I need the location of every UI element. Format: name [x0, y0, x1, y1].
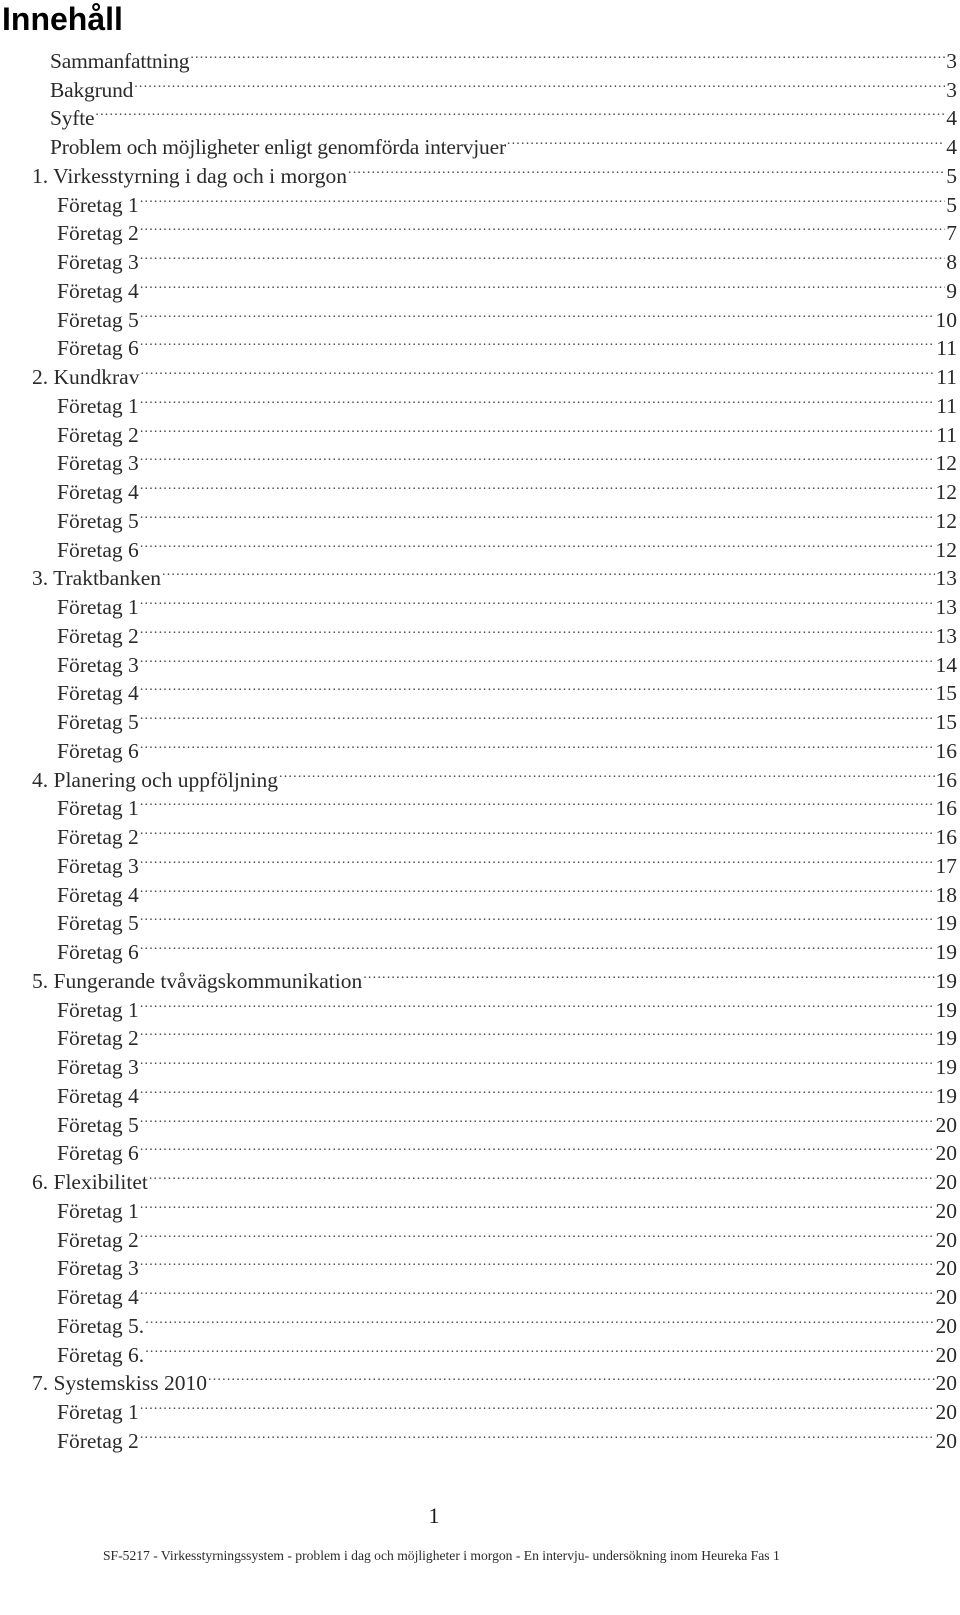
toc-entry[interactable]	[0, 240, 957, 274]
page-number: 1	[428, 1503, 440, 1528]
toc-entry-page: 3	[946, 48, 957, 73]
toc-dot-leader	[140, 355, 935, 384]
toc-entry-label: Företag 2	[57, 1026, 139, 1051]
toc-entry-page: 12	[935, 451, 957, 476]
toc-entry-page: 20	[935, 1342, 957, 1367]
toc-dot-leader	[140, 1189, 935, 1218]
toc-entry[interactable]	[0, 844, 957, 878]
toc-dot-leader	[140, 844, 935, 873]
toc-entry[interactable]	[0, 39, 957, 73]
toc-entry-page: 20	[935, 1400, 957, 1424]
toc-entry[interactable]	[0, 355, 957, 389]
toc-entry[interactable]	[0, 1304, 957, 1338]
toc-entry-page: 11	[936, 422, 957, 447]
toc-entry[interactable]	[0, 1189, 957, 1223]
toc-entry-page: 17	[935, 853, 957, 878]
toc-entry[interactable]	[0, 212, 957, 246]
toc-entry-label: Sammanfattning	[50, 48, 190, 73]
toc-entry[interactable]	[0, 988, 957, 1022]
toc-dot-leader	[140, 1218, 935, 1247]
toc-dot-leader	[140, 1103, 935, 1132]
toc-dot-leader	[140, 1074, 935, 1103]
toc-dot-leader	[140, 815, 935, 844]
toc-entry[interactable]	[0, 930, 957, 964]
toc-dot-leader	[140, 269, 945, 298]
toc-entry-label: Företag 6	[57, 1141, 139, 1166]
toc-dot-leader	[140, 1132, 935, 1161]
toc-dot-leader	[140, 729, 935, 758]
toc-entry-page: 9	[946, 278, 957, 303]
toc-entry[interactable]	[0, 470, 957, 504]
toc-entry[interactable]	[0, 183, 957, 217]
toc-entry-page: 13	[935, 623, 957, 648]
toc-entry-label: Företag 1	[57, 1198, 139, 1223]
toc-dot-leader	[208, 1362, 934, 1391]
toc-entry-page: 16	[935, 738, 957, 763]
toc-entry[interactable]	[0, 1362, 957, 1396]
toc-dot-leader	[140, 787, 935, 816]
toc-entry-page: 5	[946, 163, 957, 188]
toc-entry-label: 6. Flexibilitet	[32, 1170, 148, 1194]
toc-entry[interactable]	[0, 413, 957, 447]
toc-entry-page: 12	[935, 508, 957, 533]
toc-entry-label: Företag 1	[57, 1400, 139, 1424]
toc-entry[interactable]	[0, 643, 957, 677]
toc-entry-label: Företag 1	[57, 393, 139, 418]
toc-entry-page: 19	[935, 968, 957, 993]
toc-entry-page: 19	[935, 940, 957, 964]
toc-entry[interactable]	[0, 154, 957, 188]
toc-entry[interactable]	[0, 787, 957, 821]
toc-entry[interactable]	[0, 442, 957, 476]
toc-dot-leader	[149, 1160, 935, 1189]
toc-dot-leader	[140, 585, 935, 614]
toc-entry[interactable]	[0, 298, 957, 332]
toc-entry-label: Företag 1	[57, 192, 139, 217]
toc-entry-page: 11	[936, 365, 957, 389]
toc-dot-leader	[134, 68, 945, 97]
toc-entry[interactable]	[0, 1333, 957, 1367]
toc-entry-label: 7. Systemskiss 2010	[32, 1371, 208, 1396]
toc-dot-leader	[140, 988, 935, 1017]
toc-dot-leader	[140, 1017, 935, 1046]
toc-entry[interactable]	[0, 1419, 957, 1453]
toc-dot-leader	[140, 902, 935, 931]
toc-entry-label: Företag 4	[57, 1083, 139, 1108]
toc-entry[interactable]	[0, 1045, 957, 1079]
toc-entry-label: Företag 5	[57, 911, 139, 936]
toc-dot-leader	[140, 413, 935, 442]
toc-dot-leader	[140, 1247, 935, 1276]
toc-entry-label: 3. Traktbanken	[32, 566, 161, 591]
toc-entry[interactable]	[0, 1390, 957, 1424]
toc-dot-leader	[140, 212, 945, 241]
toc-entry[interactable]	[0, 1247, 957, 1281]
page-footer: SF-5217 - Virkesstyrningssystem - problem i dag och möjligheter i morgon - En intervju- undersökning inom Heureka Fas 1	[103, 1548, 780, 1563]
toc-entry[interactable]	[0, 125, 957, 159]
toc-entry-page: 8	[946, 250, 957, 274]
toc-entry-page: 19	[935, 1055, 957, 1079]
toc-dot-leader	[140, 1419, 935, 1448]
toc-entry[interactable]	[0, 1017, 957, 1051]
toc-entry-label: Företag 2	[57, 1227, 139, 1252]
toc-dot-leader	[348, 154, 945, 183]
toc-entry-page: 20	[935, 1198, 957, 1223]
toc-entry-page: 12	[935, 537, 957, 562]
toc-entry-page: 16	[935, 825, 957, 849]
toc-dot-leader	[162, 557, 935, 586]
toc-entry-label: Företag 5	[57, 307, 139, 332]
toc-dot-leader	[140, 442, 935, 471]
toc-dot-leader	[140, 614, 935, 643]
toc-entry-label: Företag 3	[57, 1256, 139, 1281]
toc-entry-label: Bakgrund	[50, 77, 134, 102]
toc-dot-leader	[507, 125, 945, 154]
toc-entry-page: 16	[935, 796, 957, 821]
table-of-contents	[0, 39, 960, 1453]
toc-entry-page: 20	[935, 1112, 957, 1137]
toc-entry-page: 18	[935, 882, 957, 907]
toc-entry-label: Företag 1	[57, 997, 139, 1022]
toc-entry-label: Företag 3	[57, 853, 139, 878]
toc-entry-label: Företag 2	[57, 1428, 139, 1453]
toc-entry-label: Företag 2	[57, 623, 139, 648]
toc-entry[interactable]	[0, 327, 957, 361]
toc-dot-leader	[145, 1304, 934, 1333]
toc-entry-label: Problem och möjligheter enligt genomförda intervjuer	[50, 135, 506, 159]
toc-entry[interactable]	[0, 672, 957, 706]
toc-entry-label: 5. Fungerande tvåvägskommunikation	[32, 968, 363, 993]
toc-dot-leader	[140, 470, 935, 499]
toc-entry-page: 13	[935, 566, 957, 591]
toc-dot-leader	[140, 327, 935, 356]
toc-entry-label: Företag 3	[57, 652, 139, 677]
toc-entry[interactable]	[0, 729, 957, 763]
toc-dot-leader	[140, 643, 935, 672]
toc-entry-label: Företag 4	[57, 681, 139, 706]
toc-entry-page: 19	[935, 997, 957, 1022]
toc-entry[interactable]	[0, 68, 957, 102]
toc-entry-page: 7	[946, 221, 957, 246]
toc-entry-page: 20	[935, 1428, 957, 1453]
toc-dot-leader	[279, 758, 934, 787]
toc-entry[interactable]	[0, 902, 957, 936]
toc-entry-label: Företag 2	[57, 221, 139, 246]
toc-entry[interactable]	[0, 269, 957, 303]
toc-entry[interactable]	[0, 499, 957, 533]
toc-entry-label: 2. Kundkrav	[32, 365, 140, 389]
toc-entry[interactable]	[0, 585, 957, 619]
toc-dot-leader	[140, 1390, 935, 1419]
toc-entry-page: 20	[935, 1256, 957, 1281]
toc-entry-label: 4. Planering och uppföljning	[32, 767, 279, 792]
toc-entry-label: Företag 4	[57, 1285, 139, 1309]
toc-dot-leader	[145, 1333, 934, 1362]
toc-entry-page: 14	[935, 652, 957, 677]
toc-entry[interactable]	[0, 815, 957, 849]
toc-entry-page: 20	[935, 1141, 957, 1166]
toc-entry-page: 20	[935, 1227, 957, 1252]
toc-entry-page: 20	[935, 1313, 957, 1338]
toc-entry-label: Företag 6	[57, 537, 139, 562]
toc-dot-leader	[140, 1045, 935, 1074]
toc-entry[interactable]	[0, 873, 957, 907]
toc-entry-label: Företag 6	[57, 940, 139, 964]
toc-entry-page: 10	[935, 307, 957, 332]
toc-dot-leader	[363, 959, 934, 988]
toc-heading: Innehåll	[2, 1, 123, 37]
toc-entry-page: 11	[936, 336, 957, 361]
toc-entry-label: Företag 4	[57, 882, 139, 907]
toc-entry-page: 15	[935, 710, 957, 734]
toc-dot-leader	[140, 672, 935, 701]
toc-dot-leader	[140, 930, 935, 959]
toc-entry-label: Företag 1	[57, 595, 139, 619]
toc-entry[interactable]	[0, 528, 957, 562]
toc-entry-page: 13	[935, 595, 957, 619]
toc-entry-page: 5	[946, 192, 957, 217]
toc-entry-page: 11	[936, 393, 957, 418]
toc-entry[interactable]	[0, 1103, 957, 1137]
toc-entry-page: 19	[935, 1083, 957, 1108]
toc-entry-label: Företag 3	[57, 451, 139, 476]
toc-entry-label: Företag 4	[57, 278, 139, 303]
toc-entry-label: Företag 3	[57, 1055, 139, 1079]
toc-entry-page: 4	[946, 135, 957, 159]
toc-entry-label: Företag 5.	[57, 1313, 145, 1338]
toc-dot-leader	[140, 1275, 935, 1304]
toc-entry[interactable]	[0, 384, 957, 418]
toc-entry-page: 19	[935, 911, 957, 936]
toc-dot-leader	[140, 240, 945, 269]
toc-entry-page: 3	[946, 77, 957, 102]
toc-entry-page: 20	[935, 1285, 957, 1309]
toc-entry-page: 20	[935, 1371, 957, 1396]
toc-entry[interactable]	[0, 557, 957, 591]
toc-entry-label: Syfte	[50, 106, 95, 131]
toc-dot-leader	[140, 528, 935, 557]
toc-entry[interactable]	[0, 1218, 957, 1252]
toc-entry-page: 19	[935, 1026, 957, 1051]
toc-dot-leader	[140, 873, 935, 902]
toc-entry[interactable]	[0, 1160, 957, 1194]
toc-entry[interactable]	[0, 1132, 957, 1166]
toc-entry-label: Företag 2	[57, 422, 139, 447]
toc-entry-page: 20	[935, 1170, 957, 1194]
toc-entry-label: Företag 6	[57, 336, 139, 361]
toc-entry-label: Företag 6.	[57, 1342, 145, 1367]
toc-entry[interactable]	[0, 1074, 957, 1108]
toc-entry-label: Företag 5	[57, 1112, 139, 1137]
toc-entry-label: 1. Virkesstyrning i dag och i morgon	[32, 163, 348, 188]
toc-dot-leader	[140, 298, 935, 327]
toc-entry-label: Företag 6	[57, 738, 139, 763]
toc-entry-page: 12	[935, 480, 957, 504]
toc-dot-leader	[140, 183, 945, 212]
toc-dot-leader	[95, 97, 945, 126]
toc-entry[interactable]	[0, 959, 957, 993]
toc-dot-leader	[140, 499, 935, 528]
toc-entry-label: Företag 3	[57, 250, 139, 274]
toc-entry[interactable]	[0, 700, 957, 734]
toc-entry-label: Företag 5	[57, 508, 139, 533]
toc-entry[interactable]	[0, 1275, 957, 1309]
toc-entry-page: 15	[935, 681, 957, 706]
toc-entry-page: 4	[946, 106, 957, 131]
toc-entry-page: 16	[935, 767, 957, 792]
toc-dot-leader	[190, 39, 945, 68]
toc-entry[interactable]	[0, 758, 957, 792]
toc-entry-label: Företag 5	[57, 710, 139, 734]
toc-entry-label: Företag 1	[57, 796, 139, 821]
toc-entry[interactable]	[0, 97, 957, 131]
toc-dot-leader	[140, 700, 935, 729]
toc-entry-label: Företag 4	[57, 480, 139, 504]
toc-entry-label: Företag 2	[57, 825, 139, 849]
toc-dot-leader	[140, 384, 935, 413]
toc-entry[interactable]	[0, 614, 957, 648]
